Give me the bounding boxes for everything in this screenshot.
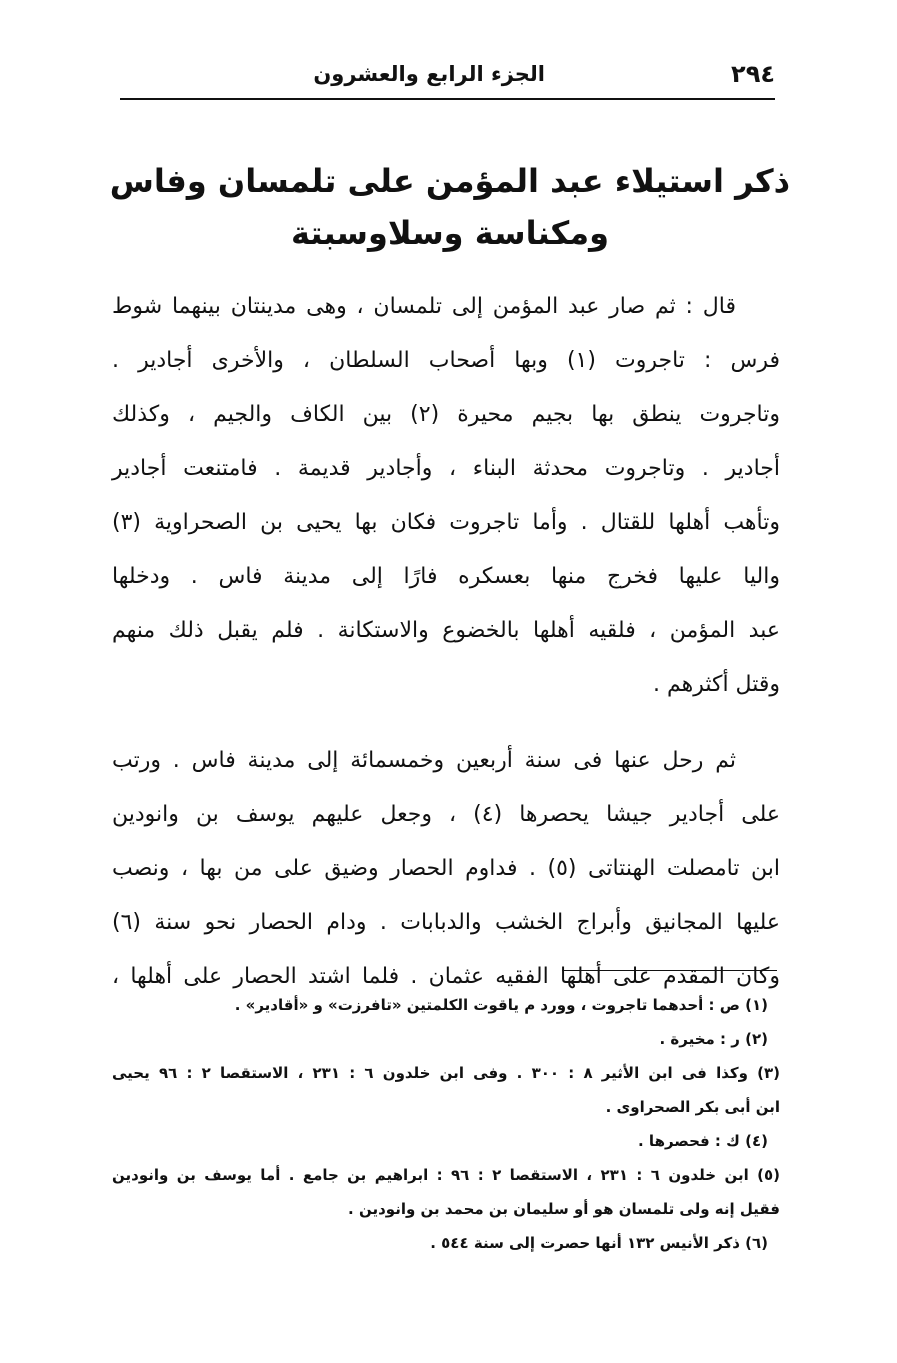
running-title: الجزء الرابع والعشرون [313,62,545,86]
text-line: فرس : تاجروت (١) وبها أصحاب السلطان ، والأخرى أجادير . [112,348,780,373]
text-line: عليها المجانيق وأبراج الخشب والدبابات . ودام الحصار نحو سنة (٦) [112,910,780,935]
page-number: ٢٩٤ [731,60,775,88]
chapter-title-line-2: ومكناسة وسلاوسبتة [291,214,609,252]
paragraph-1 [112,280,780,712]
footnote-5-continued: فقيل إنه ولى تلمسان هو أو سليمان بن محمد بن وانودين . [348,1200,780,1218]
text-line: وتأهب أهلها للقتال . وأما تاجروت فكان بها يحيى بن الصحراوية (٣) [112,510,780,535]
footnote-3: (٣) وكذا فى ابن الأثير ٨ : ٣٠٠ . وفى ابن خلدون ٦ : ٢٣١ ، الاستقصا ٢ : ٩٦ يحيى [112,1064,780,1082]
footnote-separator [562,970,777,971]
paragraph-2 [112,734,780,1004]
footnote-6: (٦) ذكر الأنيس ١٣٢ أنها حصرت إلى سنة ٥٤٤ . [430,1234,768,1252]
text-line: عبد المؤمن ، فلقيه أهلها بالخضوع والاستكانة . فلم يقبل ذلك منهم [112,618,780,643]
text-line: ثم رحل عنها فى سنة أربعين وخمسمائة إلى مدينة فاس . ورتب [112,748,736,773]
paragraph-gap [112,712,780,734]
footnote-5: (٥) ابن خلدون ٦ : ٢٣١ ، الاستقصا ٢ : ٩٦ : ابراهيم بن جامع . أما يوسف بن وانودين [112,1166,780,1184]
footnotes [112,988,780,1260]
text-line: وتاجروت ينطق بها بجيم محيرة (٢) بين الكاف والجيم ، وكذلك [112,402,780,427]
text-line: وكان المقدم على أهلها الفقيه عثمان . فلما اشتد الحصار على أهلها ، [112,964,780,989]
chapter-title [110,155,790,259]
chapter-title-line-1: ذكر استيلاء عبد المؤمن على تلمسان وفاس [109,162,790,200]
text-line: ابن تامصلت الهنتاتى (٥) . فداوم الحصار وضيق على من بها ، ونصب [112,856,780,881]
footnote-3-continued: ابن أبى بكر الصحراوى . [605,1098,780,1116]
text-line: على أجادير جيشا يحصرها (٤) ، وجعل عليهم يوسف بن وانودين [112,802,780,827]
body-text [112,280,780,1004]
text-line: قال : ثم صار عبد المؤمن إلى تلمسان ، وهى مدينتان بينهما شوط [112,294,736,319]
text-line: واليا عليها فخرج منها بعسكره فارًا إلى مدينة فاس . ودخلها [112,564,780,589]
text-line: أجادير . وتاجروت محدثة البناء ، وأجادير قديمة . فامتنعت أجادير [112,456,780,481]
footnote-4: (٤) ك : فحصرها . [638,1132,768,1150]
page-header [120,56,775,100]
footnote-2: (٢) ر : مخيرة . [659,1030,768,1048]
text-line: وقتل أكثرهم . [652,672,780,697]
footnote-1: (١) ص : أحدهما تاجروت ، وورد م ياقوت الكلمتين «تافرزت» و «أقادير» . [234,996,768,1014]
